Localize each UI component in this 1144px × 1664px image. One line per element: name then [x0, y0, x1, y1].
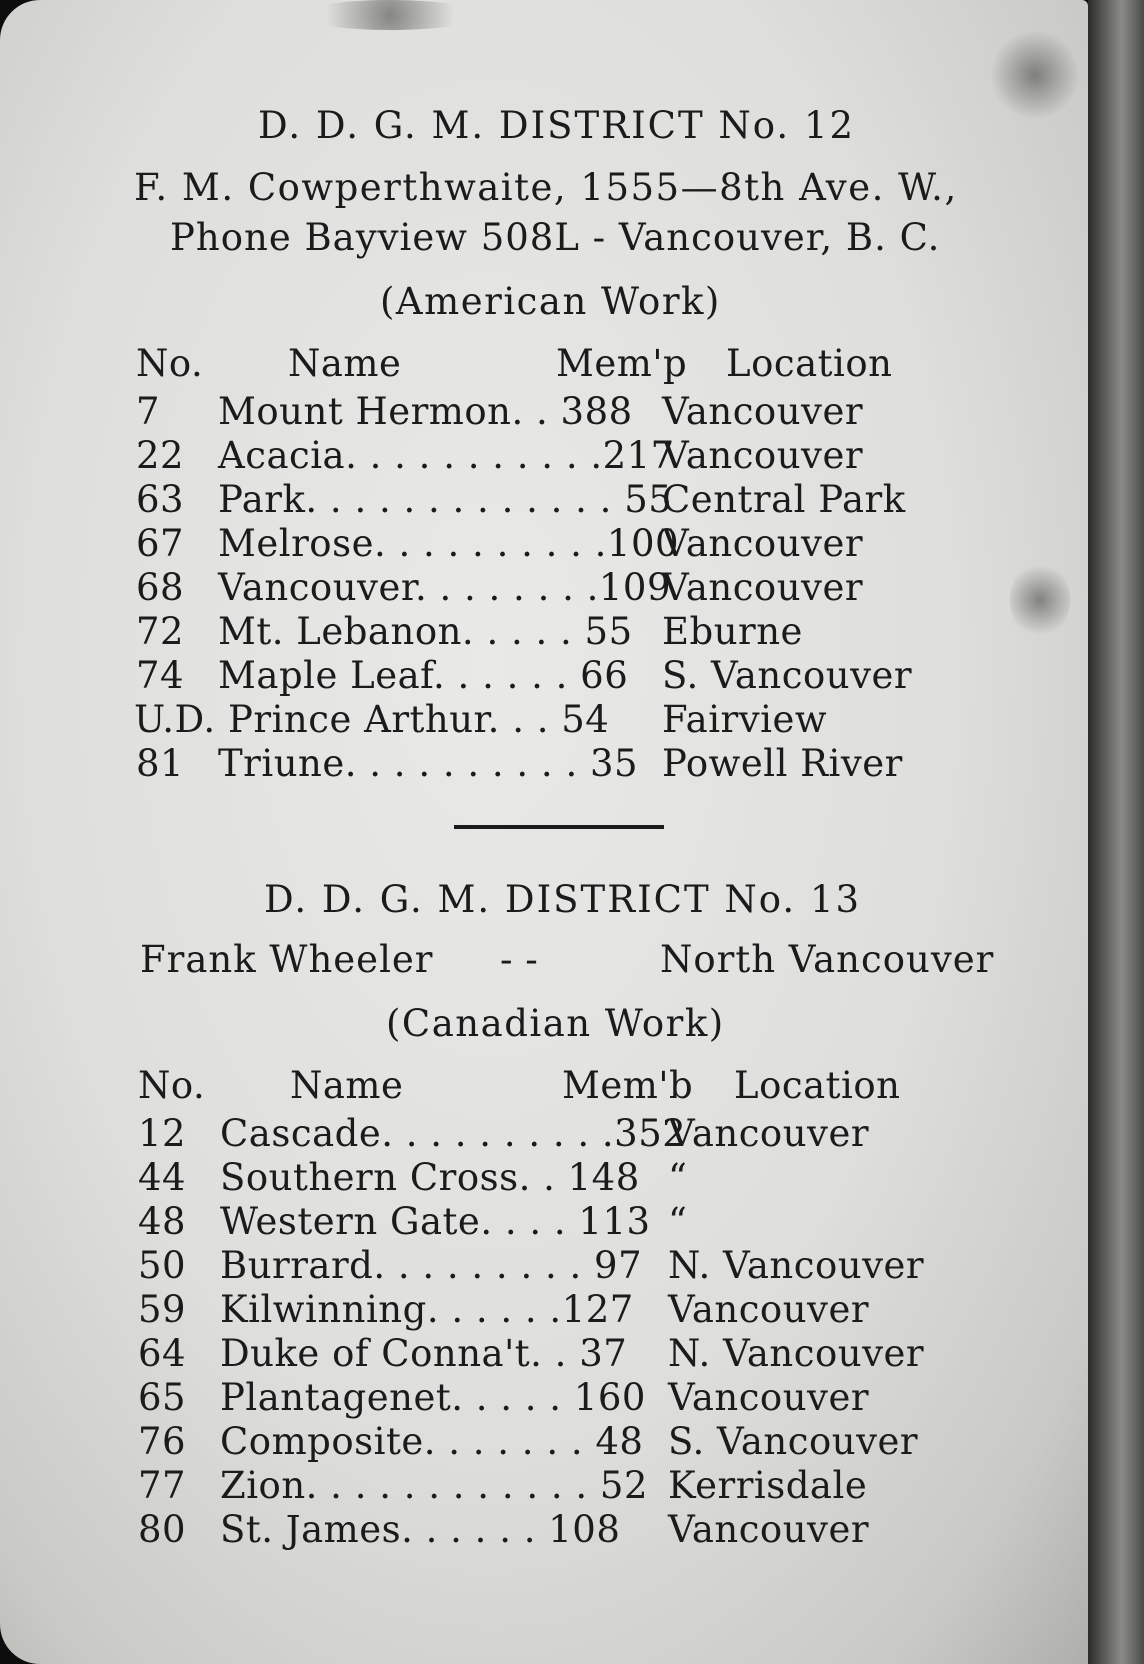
row-name-membership: Zion. . . . . . . . . . . . 52 [220, 1464, 648, 1507]
district-12-header-location: Location [726, 342, 893, 385]
row-location: Vancouver [668, 1508, 870, 1551]
stain [1010, 560, 1070, 640]
district-13-header-name: Name [290, 1064, 404, 1107]
row-name-membership: Melrose. . . . . . . . . .100 [218, 522, 680, 565]
row-name-membership: Vancouver. . . . . . . .109 [218, 566, 672, 609]
row-location: S. Vancouver [668, 1420, 919, 1463]
row-name-membership: Southern Cross. . 148 [220, 1156, 640, 1199]
row-number: 76 [138, 1420, 187, 1463]
row-name-membership: Duke of Conna't. . 37 [220, 1332, 628, 1375]
row-number: 77 [138, 1464, 187, 1507]
row-location: Vancouver [668, 1288, 870, 1331]
row-location: Vancouver [662, 390, 864, 433]
row-number: 68 [136, 566, 185, 609]
row-location: Vancouver [662, 566, 864, 609]
district-13-header-mem: Mem'b [562, 1064, 694, 1107]
row-name-membership: Composite. . . . . . . 48 [220, 1420, 644, 1463]
section-divider [454, 825, 664, 829]
row-number: 72 [136, 610, 185, 653]
row-location: Powell River [662, 742, 903, 785]
district-12-header-no: No. [136, 342, 204, 385]
row-number: 50 [138, 1244, 187, 1287]
row-name-membership: St. James. . . . . . 108 [220, 1508, 621, 1551]
district-13-header-location: Location [734, 1064, 901, 1107]
district-12-officer: F. M. Cowperthwaite, 1555—8th Ave. W., [134, 166, 958, 209]
row-location: N. Vancouver [668, 1244, 925, 1287]
row-number: 65 [138, 1376, 187, 1419]
row-name-membership: Mt. Lebanon. . . . . 55 [218, 610, 633, 653]
row-number: 64 [138, 1332, 187, 1375]
row-name-membership: Burrard. . . . . . . . . 97 [220, 1244, 643, 1287]
row-name-membership: Prince Arthur. . . 54 [228, 698, 610, 741]
row-name-membership: Park. . . . . . . . . . . . . 55 [218, 478, 673, 521]
binding-edge [1088, 0, 1144, 1664]
district-12-header-name: Name [288, 342, 402, 385]
row-number: 12 [138, 1112, 187, 1155]
row-number: 44 [138, 1156, 187, 1199]
district-12-title: D. D. G. M. DISTRICT No. 12 [258, 104, 856, 147]
row-location: Vancouver [668, 1112, 870, 1155]
row-name-membership: Acacia. . . . . . . . . . .217 [218, 434, 675, 477]
row-number: 81 [136, 742, 185, 785]
row-number: 7 [136, 390, 161, 433]
row-number: 59 [138, 1288, 187, 1331]
row-number: 63 [136, 478, 185, 521]
row-number: 74 [136, 654, 185, 697]
district-13-header-no: No. [138, 1064, 206, 1107]
row-location: “ [668, 1200, 688, 1243]
row-name-membership: Cascade. . . . . . . . . .352 [220, 1112, 687, 1155]
row-number: 48 [138, 1200, 187, 1243]
district-13-officer-location: North Vancouver [660, 938, 995, 981]
stain [990, 30, 1080, 120]
row-location: Fairview [662, 698, 828, 741]
row-number: 22 [136, 434, 185, 477]
row-location: S. Vancouver [662, 654, 913, 697]
row-name-membership: Kilwinning. . . . . .127 [220, 1288, 634, 1331]
row-name-membership: Western Gate. . . . 113 [220, 1200, 651, 1243]
row-name-membership: Mount Hermon. . 388 [218, 390, 633, 433]
row-location: Eburne [662, 610, 803, 653]
row-number: 80 [138, 1508, 187, 1551]
district-13-officer-name: Frank Wheeler [140, 938, 434, 981]
stain [300, 0, 480, 30]
row-number: U.D. [134, 698, 216, 741]
district-12-phone: Phone Bayview 508L - Vancouver, B. C. [170, 216, 941, 259]
row-name-membership: Triune. . . . . . . . . . 35 [218, 742, 639, 785]
row-name-membership: Maple Leaf. . . . . . 66 [218, 654, 629, 697]
row-location: N. Vancouver [668, 1332, 925, 1375]
row-number: 67 [136, 522, 185, 565]
row-location: “ [668, 1156, 688, 1199]
district-12-header-mem: Mem'p [556, 342, 688, 385]
row-location: Kerrisdale [668, 1464, 868, 1507]
row-location: Vancouver [662, 434, 864, 477]
district-12-work: (American Work) [380, 280, 721, 323]
district-13-title: D. D. G. M. DISTRICT No. 13 [264, 878, 862, 921]
row-location: Vancouver [662, 522, 864, 565]
district-13-dash: - - [500, 938, 539, 981]
row-name-membership: Plantagenet. . . . . 160 [220, 1376, 646, 1419]
row-location: Vancouver [668, 1376, 870, 1419]
row-location: Central Park [662, 478, 906, 521]
district-13-work: (Canadian Work) [386, 1002, 725, 1045]
